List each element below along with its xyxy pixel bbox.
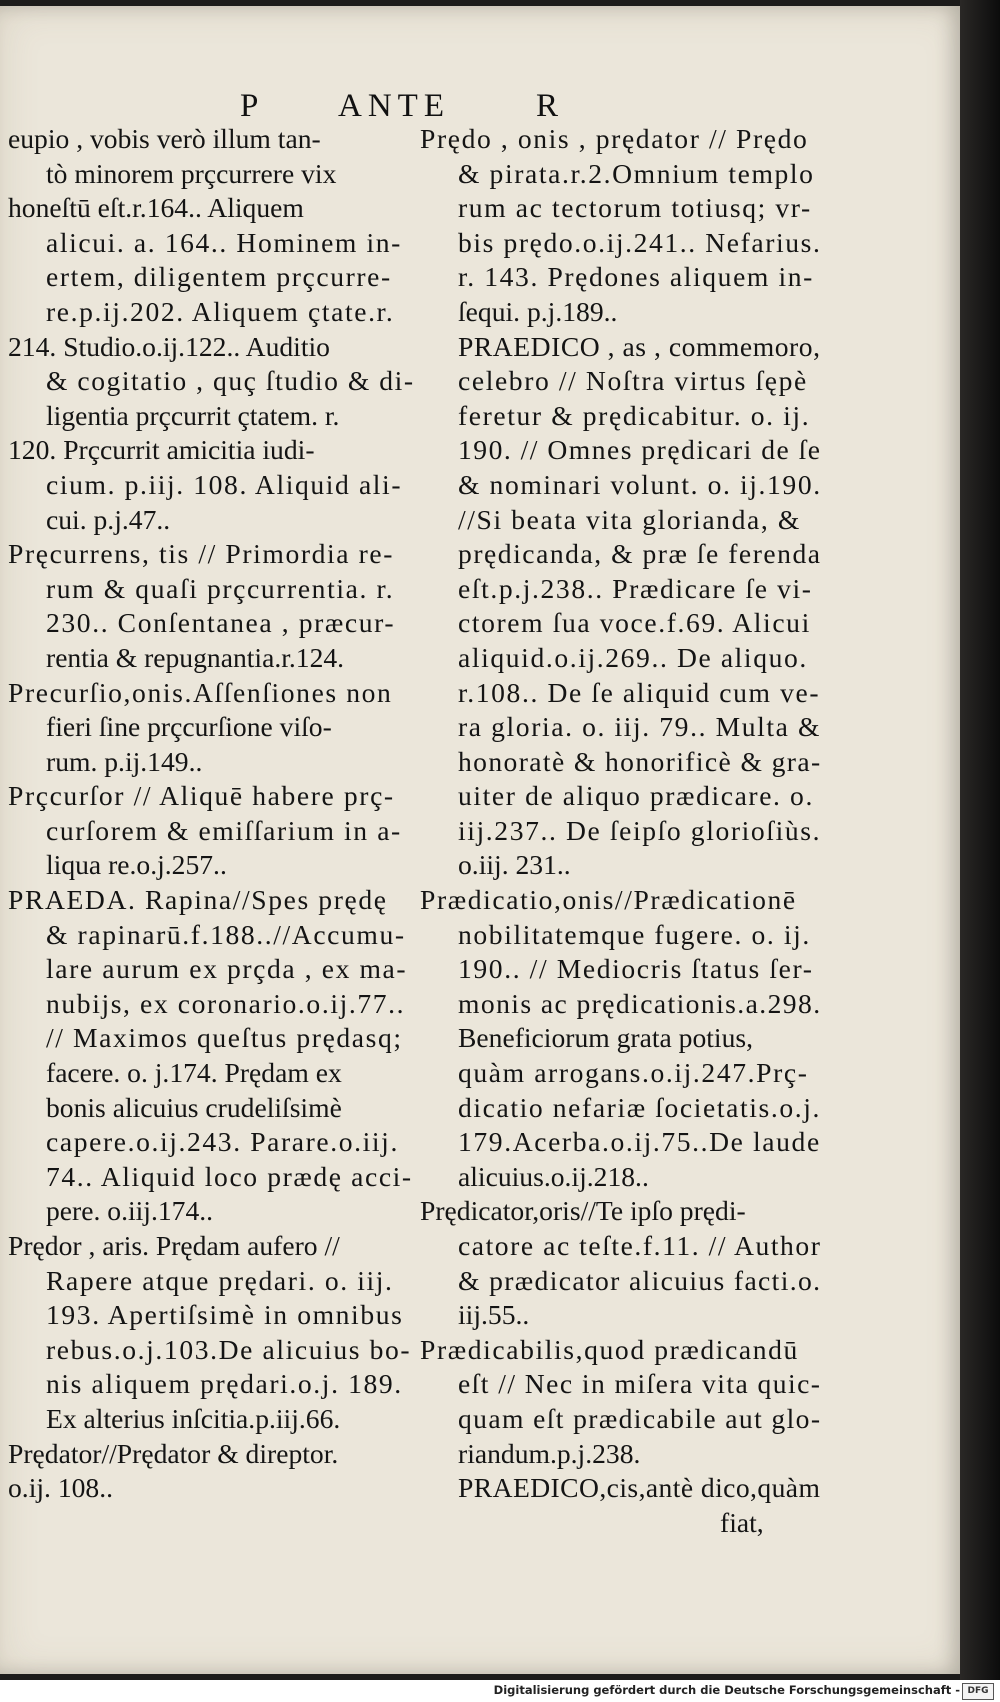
text-line: alicuius.o.ij.218.. [458,1160,649,1192]
text-line: Prædicatio,onis//Prædicationē [420,884,797,916]
text-line: Prędator//Prędator & direptor. [8,1437,339,1469]
text-line: 120. Prçcurrit amicitia iudi- [8,434,315,466]
text-line: rentia & repugnantia.r.124. [46,641,345,673]
text-line: bis prędo.o.ij.241.. Nefarius. [458,226,822,258]
text-line: lare aurum ex prçda , ex ma- [46,953,408,985]
text-line: bonis alicuius crudeliſsimè [46,1091,342,1123]
text-line: nobilitatemque fugere. o. ij. [458,918,811,950]
text-line: facere. o. j.174. Prędam ex [46,1057,342,1089]
text-line: ra gloria. o. iij. 79.. Multa & [458,711,822,743]
text-line: r.108.. De ſe aliquid cum ve- [458,676,821,708]
text-line: Pręcurrens, tis // Primordia re- [8,538,395,570]
book-page [0,6,964,1674]
text-line: re.p.ij.202. Aliquem çtate.r. [46,295,395,327]
text-line: eſt.p.j.238.. Prædicare ſe vi- [458,572,813,604]
footer-credit: Digitalisierung gefördert durch die Deutsche Forschungsgemeinschaft - [493,1683,960,1697]
text-line: nubijs, ex coronario.o.ij.77.. [46,987,406,1019]
text-line: Prçcurſor // Aliquē habere prç- [8,780,395,812]
dfg-logo: DFG [962,1683,994,1700]
text-line: 214. Studio.o.ij.122.. Auditio [8,330,330,362]
text-line: 190. // Omnes prędicari de ſe [458,434,822,466]
text-line: Prędor , aris. Prędam aufero // [8,1230,340,1261]
text-line: & prædicator alicuius facti.o. [458,1264,822,1296]
text-line: capere.o.ij.243. Parare.o.iij. [46,1126,399,1158]
text-line: alicui. a. 164.. Hominem in- [46,226,402,258]
text-line: ctorem ſua voce.f.69. Alicui [458,607,811,639]
left-text-column [8,122,428,1506]
text-line: //Si beata vita glorianda, & [458,503,801,535]
header-center-word: ANTE [338,88,450,124]
text-line: monis ac prędicationis.a.298. [458,987,822,1019]
text-line: ſequi. p.j.189.. [458,295,618,327]
text-line: riandum.p.j.238. [458,1437,641,1469]
text-line: & pirata.r.2.Omnium templo [458,157,815,189]
text-line: Beneficiorum grata potius, [458,1022,754,1054]
right-text-column [420,122,840,1540]
header-right-letter: R [536,88,565,124]
text-line: rum. p.ij.149.. [46,745,203,777]
text-line: o.iij. 231.. [458,849,571,881]
text-line: Rapere atque prędari. o. iij. [46,1264,394,1296]
text-line: uiter de aliquo prædicare. o. [458,780,814,812]
text-line: Prędo , onis , prędator // Prędo [420,123,809,154]
text-line: & rapinarū.f.188..//Accumu- [46,918,406,950]
text-line: 193. Apertiſsimè in omnibus [46,1299,404,1331]
text-line: liqua re.o.j.257.. [46,849,227,881]
text-line: Ex alterius inſcitia.p.iij.66. [46,1402,341,1434]
text-line: catore ac teſte.f.11. // Author [458,1230,822,1261]
footer-bar [0,1680,1000,1702]
text-line: o.ij. 108.. [8,1472,114,1504]
text-line: & cogitatio , quç ſtudio & di- [46,365,415,397]
text-line: Prædicabilis,quod prædicandū [420,1333,799,1365]
text-line: celebro // Noſtra virtus ſępè [458,365,808,397]
text-line: fiat, [720,1506,764,1538]
text-line: nis aliquem prędari.o.j. 189. [46,1368,403,1400]
text-line: PRAEDICO,cis,antè dico,quàm [458,1472,821,1504]
text-line: PRAEDICO , as , commemoro, [458,330,821,362]
text-line: 179.Acerba.o.ij.75..De laude [458,1126,821,1158]
header-left-letter: P [240,88,265,124]
text-line: r. 143. Prędones aliquem in- [458,261,814,293]
text-line: ertem, diligentem prçcurre- [46,261,392,293]
text-line: honeſtū eſt.r.164.. Aliquem [8,192,304,224]
text-line: curſorem & emiſſarium in a- [46,814,402,846]
text-line: eſt // Nec in miſera vita quic- [458,1368,822,1400]
text-line: Prędicator,oris//Te ipſo prędi- [420,1195,746,1227]
text-line: PRAEDA. Rapina//Spes prędę [8,884,388,916]
text-line: prędicanda, & præ ſe ferenda [458,538,822,570]
text-line: 74.. Aliquid loco prædę acci- [46,1160,413,1192]
text-line: rum & quaſi prçcurrentia. r. [46,572,395,604]
text-line: iij.55.. [458,1299,530,1331]
text-line: aliquid.o.ij.269.. De aliquo. [458,641,808,673]
text-line: rebus.o.j.103.De alicuius bo- [46,1333,412,1365]
text-line: cui. p.j.47.. [46,503,171,535]
text-line: 230.. Conſentanea , præcur- [46,607,396,639]
text-line: Precurſio,onis.Aſſenſiones non [8,676,393,708]
text-line: ligentia prçcurrit çtatem. r. [46,399,340,431]
text-line: pere. o.iij.174.. [46,1195,214,1227]
text-line: quàm arrogans.o.ij.247.Prç- [458,1057,809,1089]
text-line: cium. p.iij. 108. Aliquid ali- [46,468,403,500]
text-line: quam eſt prædicabile aut glo- [458,1402,822,1434]
text-line: honoratè & honorificè & gra- [458,745,822,777]
text-line: iij.237.. De ſeipſo glorioſiùs. [458,814,822,846]
text-line: tò minorem prçcurrere vix [46,157,337,189]
text-line: & nominari volunt. o. ij.190. [458,468,822,500]
text-line: dicatio nefariæ ſocietatis.o.j. [458,1091,821,1123]
text-line: // Maximos queſtus prędasq; [46,1022,403,1054]
text-line: eupio , vobis verò illum tan- [8,123,321,154]
text-line: feretur & prędicabitur. o. ij. [458,399,811,431]
text-line: fieri ſine prçcurſione viſo- [46,711,332,743]
text-line: rum ac tectorum totiusq; vr- [458,192,812,224]
page-edge-shadow [960,0,1000,1702]
text-line: 190.. // Mediocris ſtatus ſer- [458,953,814,985]
